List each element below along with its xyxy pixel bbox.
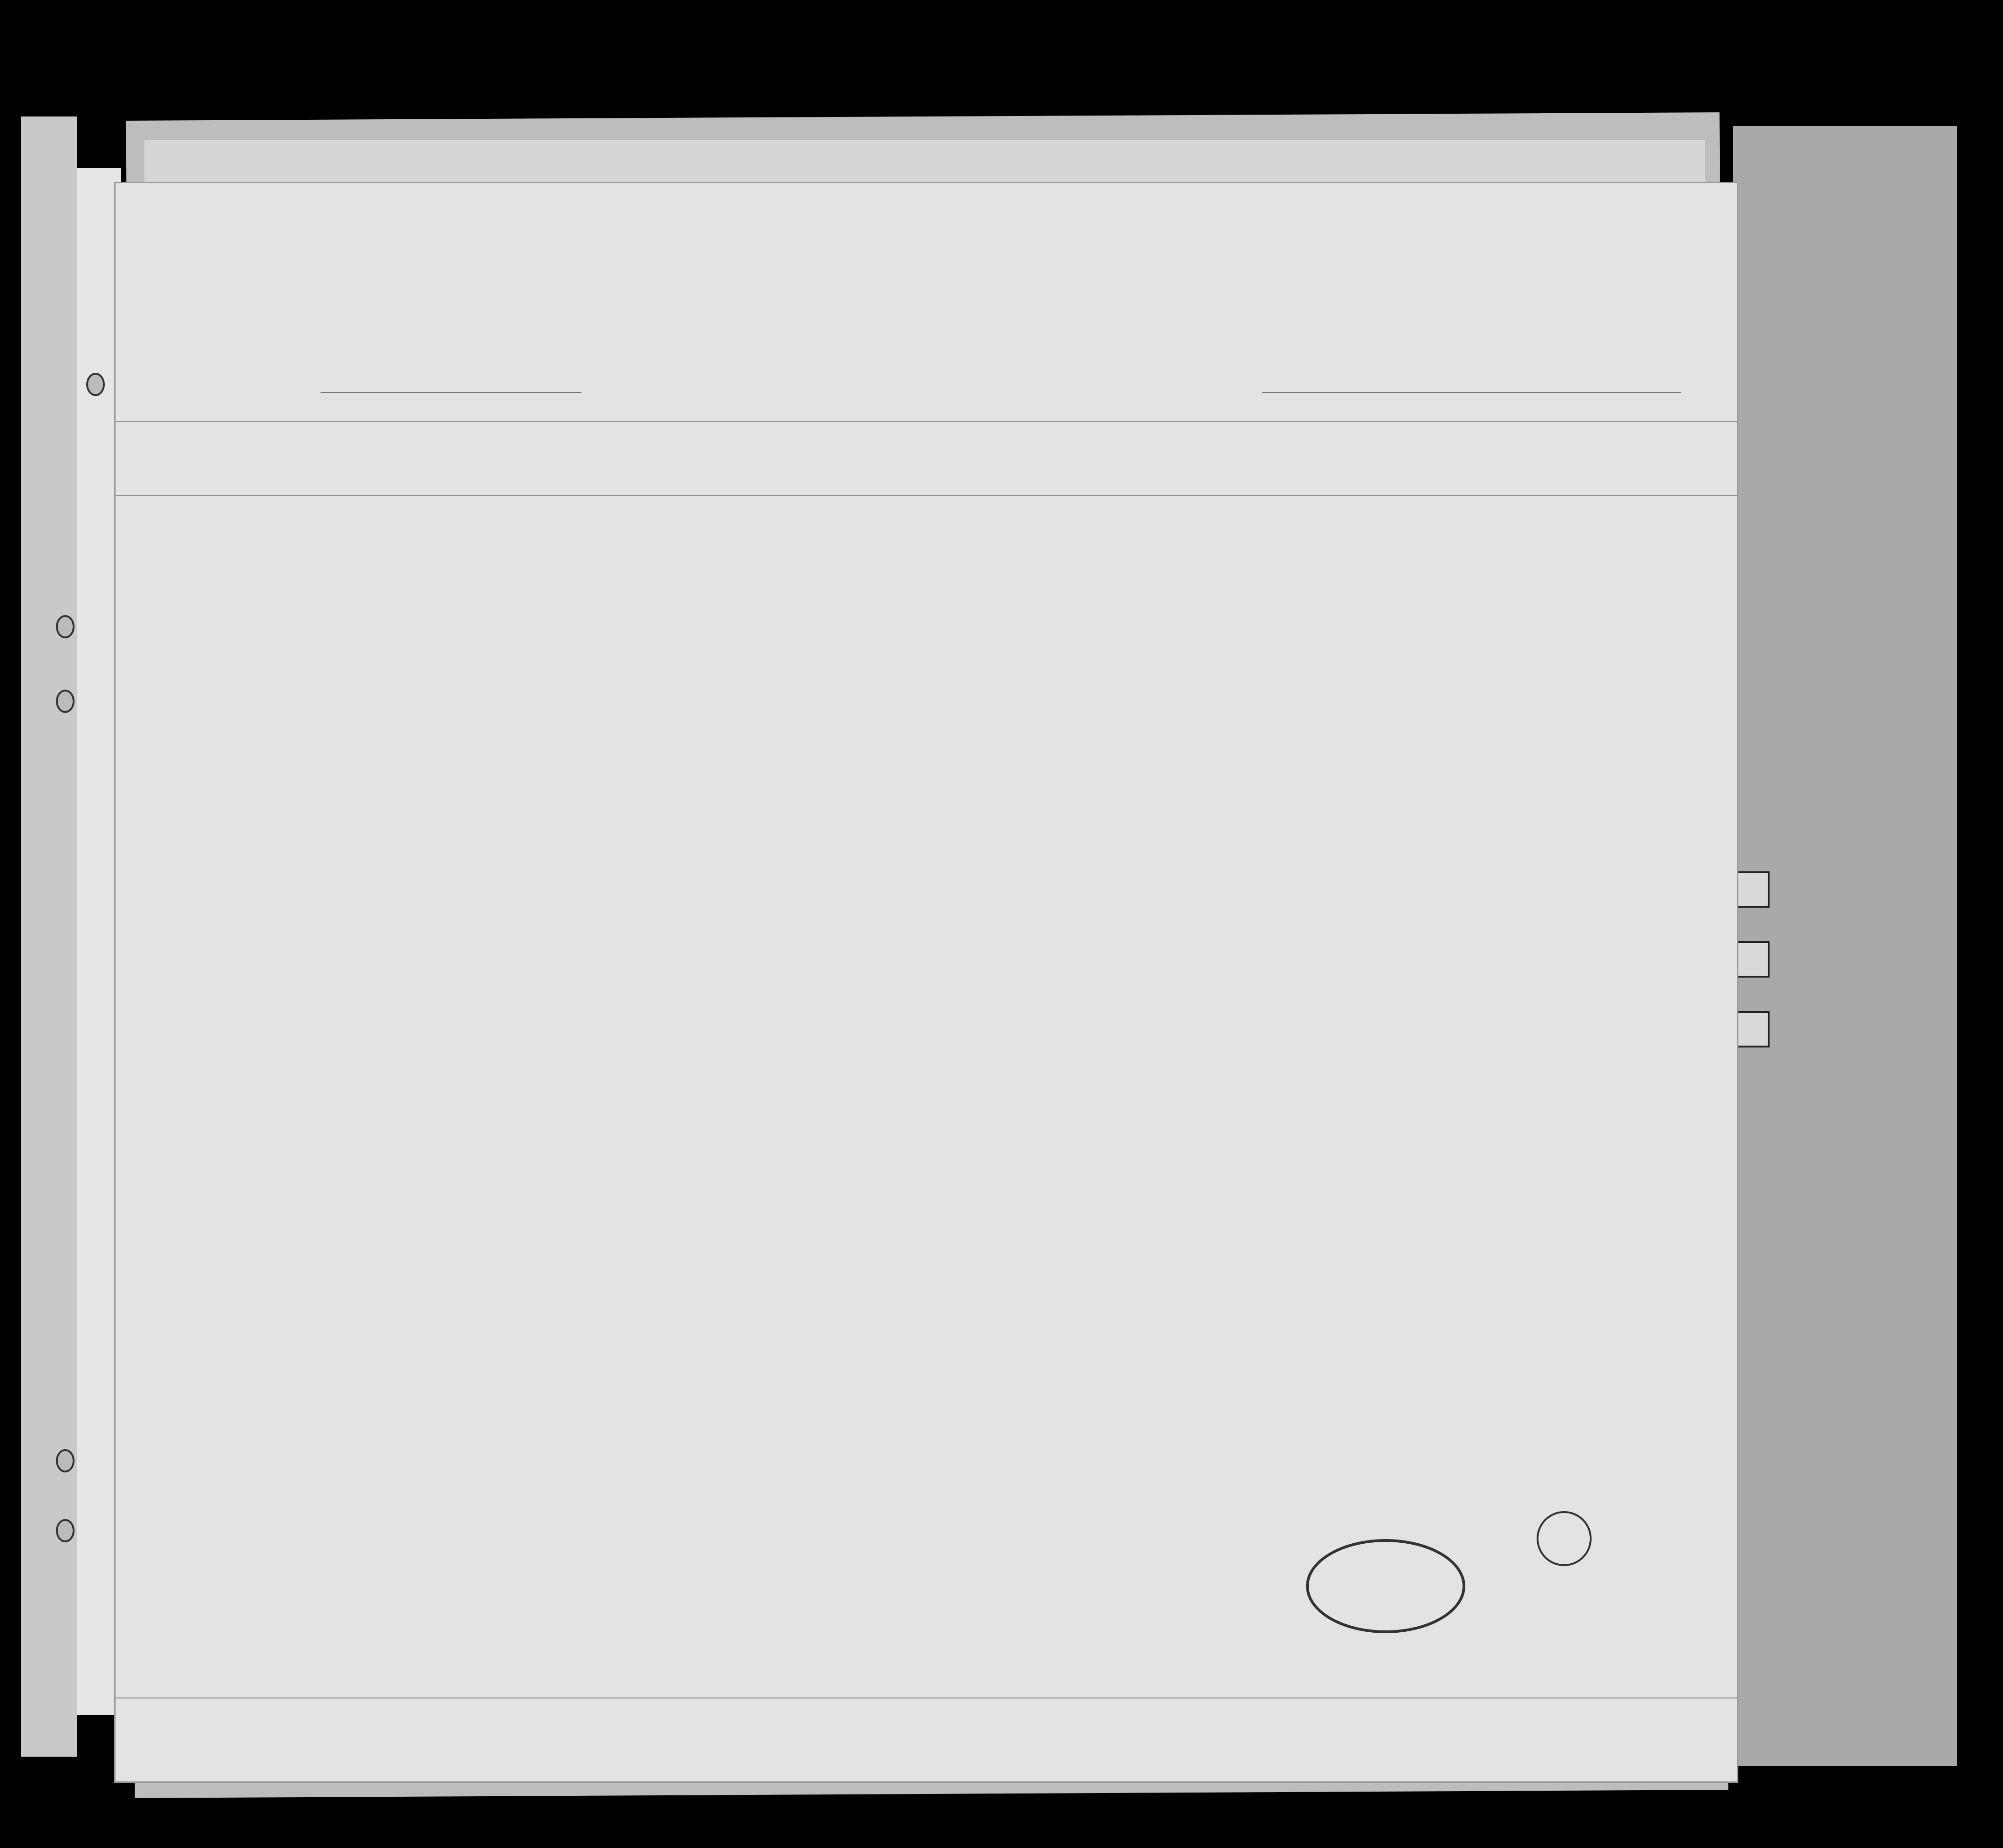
manifest-page <box>114 182 1738 1783</box>
divider <box>321 392 581 393</box>
punch-hole <box>56 1519 75 1542</box>
binding-strip <box>21 116 77 1757</box>
punch-hole <box>56 615 75 638</box>
date-stamp <box>1306 1539 1465 1633</box>
table-rule <box>116 421 1737 422</box>
divider <box>1262 392 1681 393</box>
table-rule <box>116 1697 1737 1698</box>
punch-hole <box>56 690 75 713</box>
table-rule <box>116 495 1737 496</box>
punch-hole <box>56 1449 75 1472</box>
crew-count <box>1537 1511 1592 1566</box>
punch-hole <box>86 373 105 396</box>
